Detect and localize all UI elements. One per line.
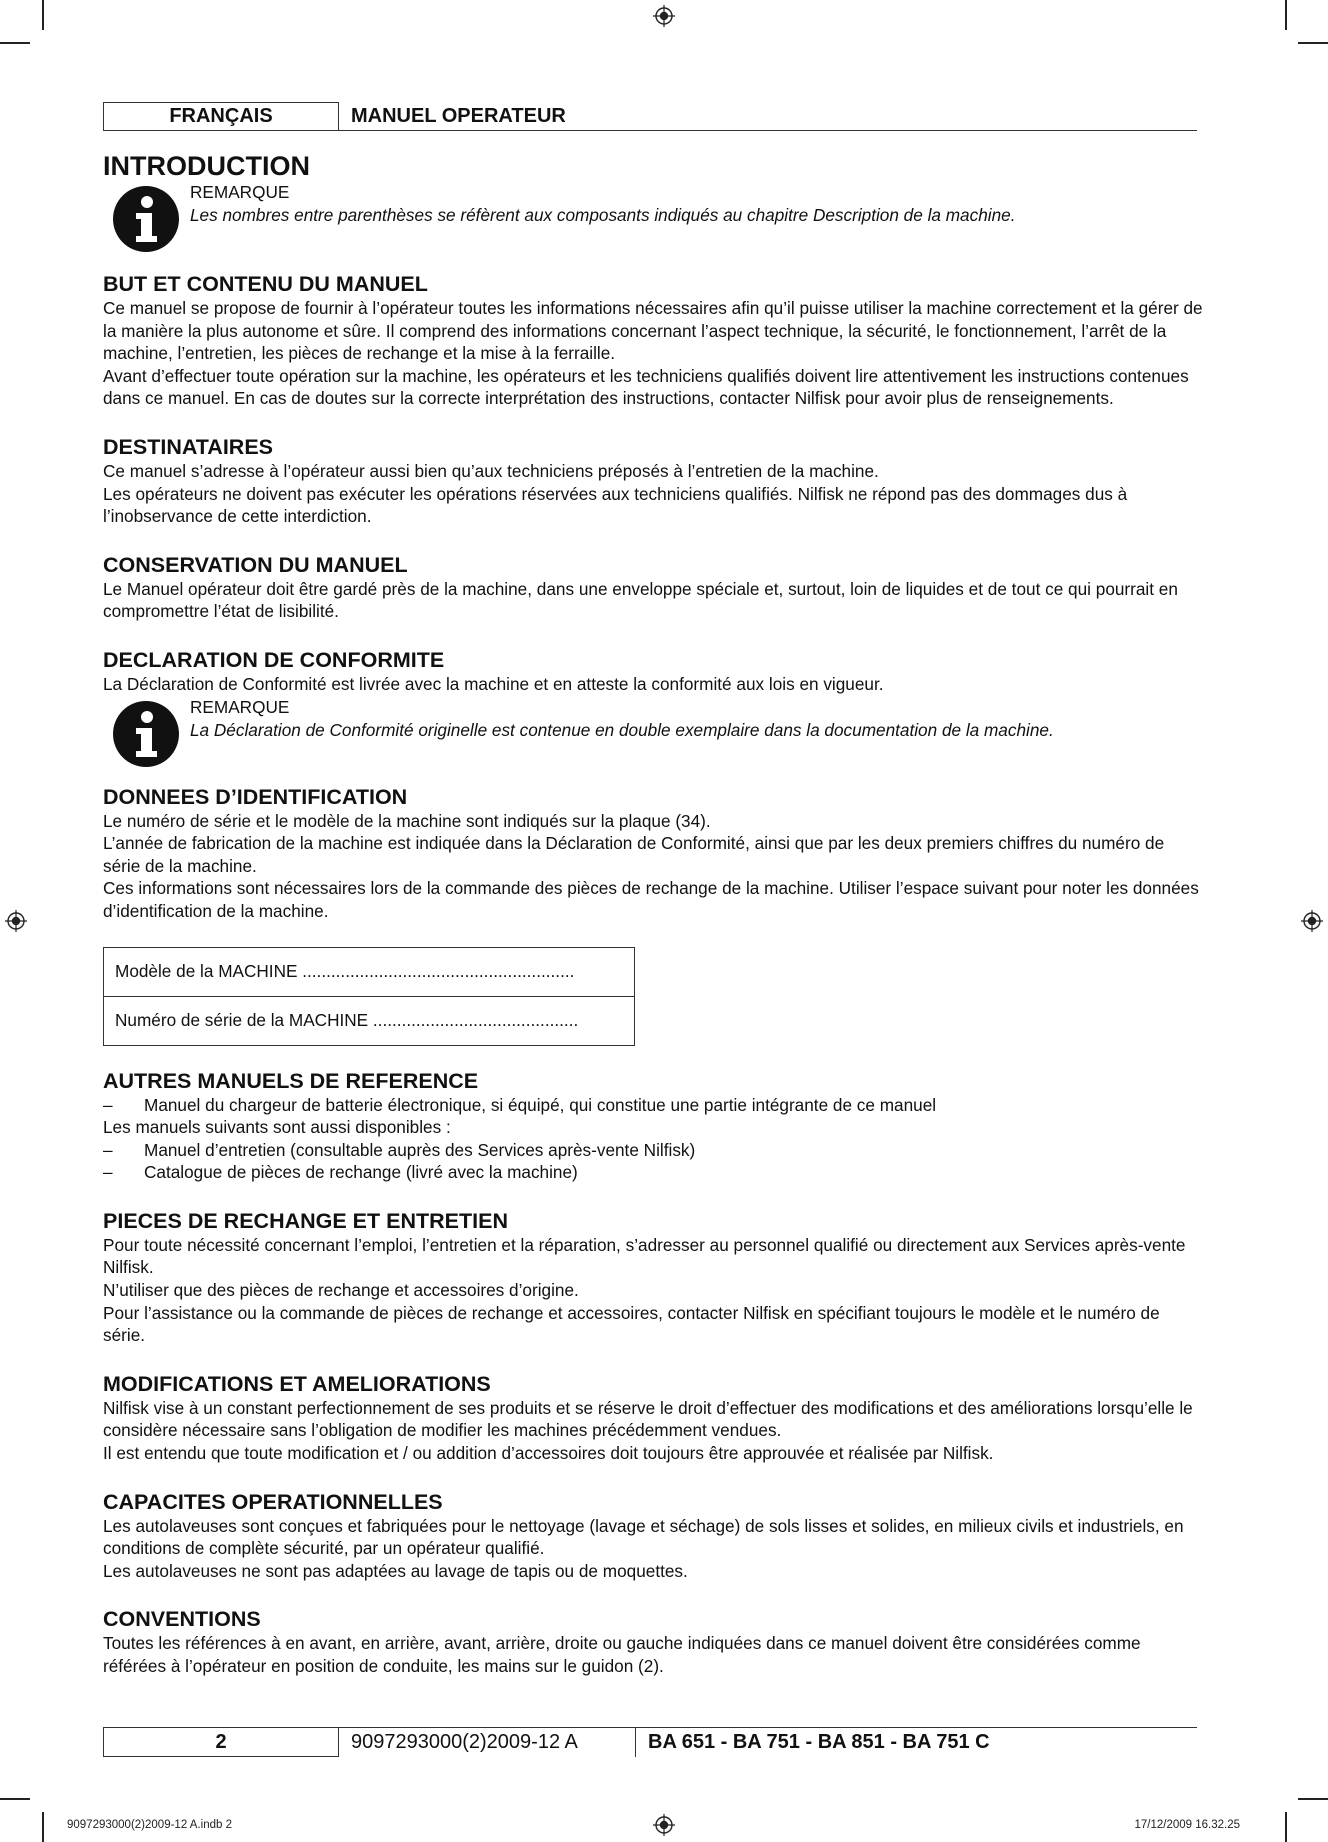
paragraph: Ce manuel s’adresse à l’opérateur aussi bien qu’aux techniciens préposés à l’entretien de la machine. bbox=[103, 460, 879, 481]
paragraph: La Déclaration de Conformité est livrée avec la machine et en atteste la conformité aux lois en vigueur. bbox=[103, 673, 884, 694]
note-body: Les nombres entre parenthèses se réfèrent aux composants indiqués au chapitre Description de la machine. bbox=[190, 205, 1016, 225]
document-code: 9097293000(2)2009-12 A bbox=[339, 1728, 636, 1757]
info-icon bbox=[112, 700, 180, 768]
section-destinataires bbox=[103, 434, 1203, 528]
crop-mark bbox=[1298, 1798, 1328, 1800]
section-modifications bbox=[103, 1371, 1203, 1465]
page-title: INTRODUCTION bbox=[103, 151, 310, 181]
section-autres bbox=[103, 1068, 1203, 1184]
serial-number-field[interactable]: Numéro de série de la MACHINE ........................................... bbox=[104, 996, 634, 1045]
paragraph: Pour toute nécessité concernant l’emploi, l’entretien et la réparation, s’adresser au personnel qualifié ou directement aux Services après-vente Nilfisk. bbox=[103, 1234, 1186, 1278]
crop-mark bbox=[42, 1812, 44, 1842]
paragraph: Les opérateurs ne doivent pas exécuter les opérations réservées aux techniciens qualifiés. Nilfisk ne répond pas des dommages dus à l’inobservance de cette interdiction. bbox=[103, 483, 1128, 527]
section-title: DONNEES D’IDENTIFICATION bbox=[103, 784, 408, 809]
list-dash: – bbox=[103, 1139, 113, 1160]
paragraph: L’année de fabrication de la machine est indiquée dans la Déclaration de Conformité, ainsi que par les deux premiers chiffres du numéro de série de la machine. bbox=[103, 833, 1165, 876]
list-item bbox=[103, 1139, 1203, 1162]
section-title: DECLARATION DE CONFORMITE bbox=[103, 647, 445, 672]
declaration-note bbox=[103, 696, 1203, 768]
paragraph: Pour l’assistance ou la commande de pièces de rechange et accessoires, contacter Nilfisk en spécifiant toujours le modèle et le numéro de série. bbox=[103, 1302, 1160, 1346]
paragraph: Ces informations sont nécessaires lors de la commande des pièces de rechange de la machine. Utiliser l’espace suivant pour noter les données d’identification de la machine. bbox=[103, 878, 1199, 921]
registration-mark-icon bbox=[1301, 910, 1323, 932]
list-dash: – bbox=[103, 1162, 113, 1183]
model-list: BA 651 - BA 751 - BA 851 - BA 751 C bbox=[648, 1731, 990, 1753]
paragraph: Les manuels suivants sont aussi disponibles : bbox=[103, 1117, 451, 1138]
paragraph: Avant d’effectuer toute opération sur la machine, les opérateurs et les techniciens qualifiés doivent lire attentivement les instructions contenues dans ce manuel. En cas de doutes sur la correcte interprétation des instructions, contacter Nilfisk pour avoir plus de renseignements. bbox=[103, 365, 1189, 409]
page-header bbox=[103, 102, 1197, 131]
header-manual-title: MANUEL OPERATEUR bbox=[351, 104, 566, 127]
section-title: CONVENTIONS bbox=[103, 1607, 261, 1632]
section-title: DESTINATAIRES bbox=[103, 434, 274, 459]
paragraph: Nilfisk vise à un constant perfectionnement de ses produits et se réserve le droit d’effectuer des modifications et des améliorations lorsqu’elle le considère nécessaire sans l’obligation de modifier les machines précédemment vendues. bbox=[103, 1397, 1193, 1441]
paragraph: Les autolaveuses sont conçues et fabriquées pour le nettoyage (lavage et séchage) de sols lisses et solides, en milieux civils et industriels, en conditions de complète sécurité, par un opérateur qualifié. bbox=[103, 1515, 1184, 1559]
registration-mark-icon bbox=[653, 5, 675, 27]
list-item-text: Manuel du chargeur de batterie électronique, si équipé, qui constitue une partie intégrante de ce manuel bbox=[144, 1094, 937, 1115]
intro-note bbox=[103, 181, 1203, 253]
crop-mark bbox=[42, 0, 44, 30]
list-item-text: Catalogue de pièces de rechange (livré avec la machine) bbox=[144, 1162, 578, 1183]
list-dash: – bbox=[103, 1094, 113, 1115]
section-title: PIECES DE RECHANGE ET ENTRETIEN bbox=[103, 1208, 508, 1233]
section-title: CONSERVATION DU MANUEL bbox=[103, 552, 408, 577]
crop-mark bbox=[0, 42, 30, 44]
section-conventions bbox=[103, 1606, 1203, 1677]
paragraph: Les autolaveuses ne sont pas adaptées au lavage de tapis ou de moquettes. bbox=[103, 1560, 688, 1581]
paragraph: Le Manuel opérateur doit être gardé près de la machine, dans une enveloppe spéciale et, surtout, loin de liquides et de tout ce qui pourrait en compromettre l’état de lisibilité. bbox=[103, 578, 1178, 622]
main-content bbox=[103, 150, 1203, 1678]
info-icon bbox=[112, 185, 180, 253]
registration-mark-icon bbox=[653, 1814, 675, 1836]
crop-mark bbox=[1285, 1812, 1287, 1842]
section-conservation bbox=[103, 552, 1203, 623]
section-pieces bbox=[103, 1208, 1203, 1347]
paragraph: Ce manuel se propose de fournir à l’opérateur toutes les informations nécessaires afin qu’il puisse utiliser la machine correctement et la gérer de la manière la plus autonome et sûre. Il comprend des informations concernant l’aspect technique, la sécurité, le fonctionnement, l’arrêt de la machine, l’entretien, les pièces de rechange et la mise à la ferraille. bbox=[103, 298, 1203, 364]
crop-mark bbox=[0, 1798, 30, 1800]
section-donnees bbox=[103, 784, 1203, 1046]
note-body: La Déclaration de Conformité originelle est contenue en double exemplaire dans la documentation de la machine. bbox=[190, 719, 1054, 740]
page-number: 2 bbox=[103, 1728, 339, 1757]
section-title: AUTRES MANUELS DE REFERENCE bbox=[103, 1068, 479, 1093]
note-title: REMARQUE bbox=[190, 696, 290, 717]
section-capacites bbox=[103, 1489, 1203, 1583]
note-title: REMARQUE bbox=[190, 182, 290, 202]
print-slug-date: 17/12/2009 16.32.25 bbox=[1134, 1819, 1240, 1831]
paragraph: Toutes les références à en avant, en arrière, avant, arrière, droite ou gauche indiquées dans ce manuel doivent être considérées comme référées à l’opérateur en position de conduite, les mains sur le guidon (2). bbox=[103, 1633, 1141, 1676]
section-but bbox=[103, 271, 1203, 410]
list-item bbox=[103, 1094, 1203, 1117]
crop-mark bbox=[1285, 0, 1287, 30]
header-language: FRANÇAIS bbox=[103, 102, 339, 130]
list-item-text: Manuel d’entretien (consultable auprès des Services après-vente Nilfisk) bbox=[144, 1139, 696, 1160]
model-field[interactable]: Modèle de la MACHINE ......................................................... bbox=[115, 961, 575, 982]
section-title: CAPACITES OPERATIONNELLES bbox=[103, 1489, 443, 1514]
list-item bbox=[103, 1161, 1203, 1184]
paragraph: N’utiliser que des pièces de rechange et accessoires d’origine. bbox=[103, 1280, 579, 1301]
paragraph: Le numéro de série et le modèle de la machine sont indiqués sur la plaque (34). bbox=[103, 810, 711, 831]
page-footer bbox=[103, 1727, 1197, 1757]
crop-mark bbox=[1298, 42, 1328, 44]
section-declaration bbox=[103, 647, 1203, 768]
identification-box bbox=[103, 947, 635, 1046]
print-slug-file: 9097293000(2)2009-12 A.indb 2 bbox=[67, 1819, 232, 1831]
registration-mark-icon bbox=[5, 910, 27, 932]
section-title: MODIFICATIONS ET AMELIORATIONS bbox=[103, 1371, 491, 1396]
section-title: BUT ET CONTENU DU MANUEL bbox=[103, 272, 428, 296]
paragraph: Il est entendu que toute modification et / ou addition d’accessoires doit toujours être approuvée et réalisée par Nilfisk. bbox=[103, 1443, 994, 1464]
